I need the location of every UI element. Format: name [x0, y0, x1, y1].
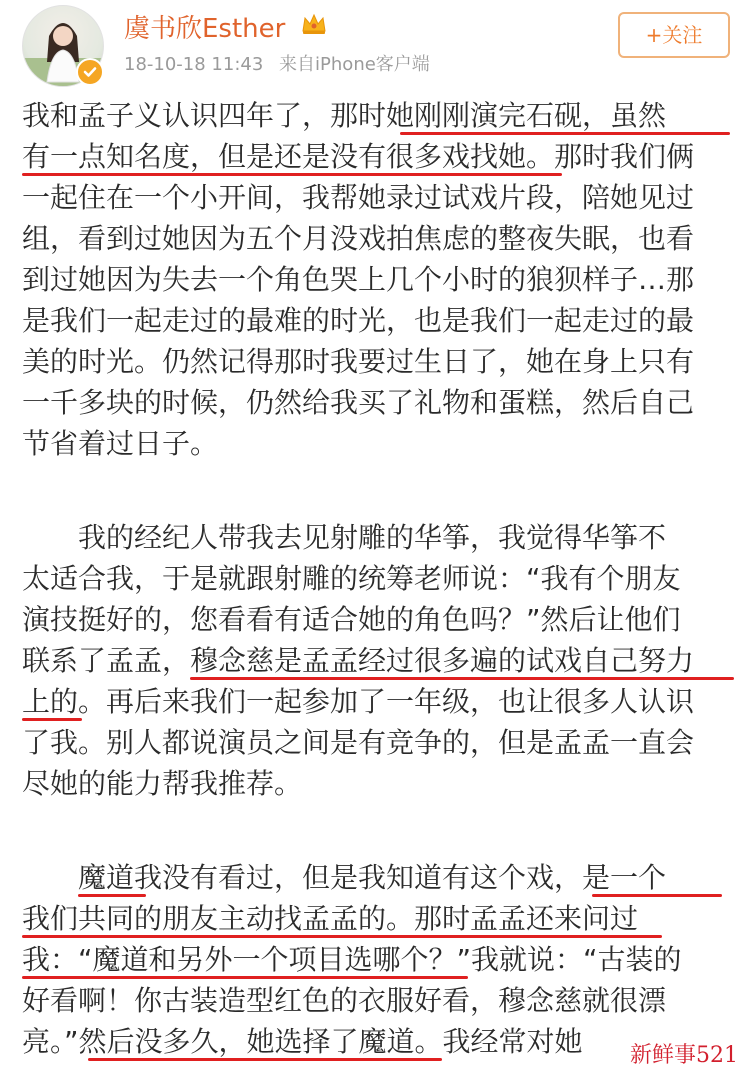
post-line: 演技挺好的，您看看有适合她的角色吗？”然后让他们	[22, 603, 681, 636]
highlight-underline	[22, 173, 562, 176]
post-header	[0, 0, 750, 90]
vip-crown-icon	[300, 12, 328, 36]
highlight-underline	[400, 132, 730, 135]
verified-badge-icon	[76, 58, 104, 86]
post-line: 是我们一起走过的最难的时光，也是我们一起走过的最	[22, 304, 695, 337]
follow-button[interactable]: +关注	[618, 12, 730, 58]
username[interactable]: 虞书欣Esther	[124, 14, 286, 44]
highlight-underline	[88, 1058, 442, 1061]
post-line: 我们共同的朋友主动找孟孟的。那时孟孟还来问过	[22, 902, 639, 935]
post-line: 尽她的能力帮我推荐。	[22, 767, 303, 800]
post-source: 来自iPhone客户端	[279, 54, 430, 75]
watermark: 新鲜事521	[630, 1043, 738, 1068]
post-line: 魔道我没有看过，但是我知道有这个戏，是一个	[22, 861, 667, 894]
post-line: 上的。再后来我们一起参加了一年级，也让很多人认识	[22, 685, 695, 718]
timestamp: 18-10-18 11:43	[124, 54, 264, 75]
post-line: 组，看到过她因为五个月没戏拍焦虑的整夜失眠，也看	[22, 222, 695, 255]
post-line: 太适合我，于是就跟射雕的统筹老师说：“我有个朋友	[22, 562, 681, 595]
post-line: 我的经纪人带我去见射雕的华筝，我觉得华筝不	[22, 521, 667, 554]
post-line: 亮。”然后没多久，她选择了魔道。我经常对她	[22, 1025, 583, 1058]
post-line: 联系了孟孟，穆念慈是孟孟经过很多遍的试戏自己努力	[22, 644, 695, 677]
post-line: 美的时光。仍然记得那时我要过生日了，她在身上只有	[22, 345, 695, 378]
post-meta	[124, 50, 430, 76]
highlight-underline	[22, 976, 468, 979]
post-line: 了我。别人都说演员之间是有竞争的，但是孟孟一直会	[22, 726, 695, 759]
post-line: 好看啊！你古装造型红色的衣服好看，穆念慈就很漂	[22, 984, 667, 1017]
post-line: 一千多块的时候，仍然给我买了礼物和蛋糕，然后自己	[22, 386, 695, 419]
highlight-underline	[592, 894, 722, 897]
highlight-underline	[22, 935, 662, 938]
post-line: 一起住在一个小开间，我帮她录过试戏片段，陪她见过	[22, 181, 695, 214]
post-line: 有一点知名度，但是还是没有很多戏找她。那时我们俩	[22, 140, 695, 173]
highlight-underline	[78, 894, 146, 897]
post-line: 我和孟子义认识四年了，那时她刚刚演完石砚，虽然	[22, 99, 667, 132]
highlight-underline	[22, 718, 82, 721]
post-line: 节省着过日子。	[22, 427, 219, 460]
highlight-underline	[190, 677, 734, 680]
post-line: 我：“魔道和另外一个项目选哪个？”我就说：“古装的	[22, 943, 682, 976]
post-line: 到过她因为失去一个角色哭上几个小时的狼狈样子…那	[22, 263, 695, 296]
